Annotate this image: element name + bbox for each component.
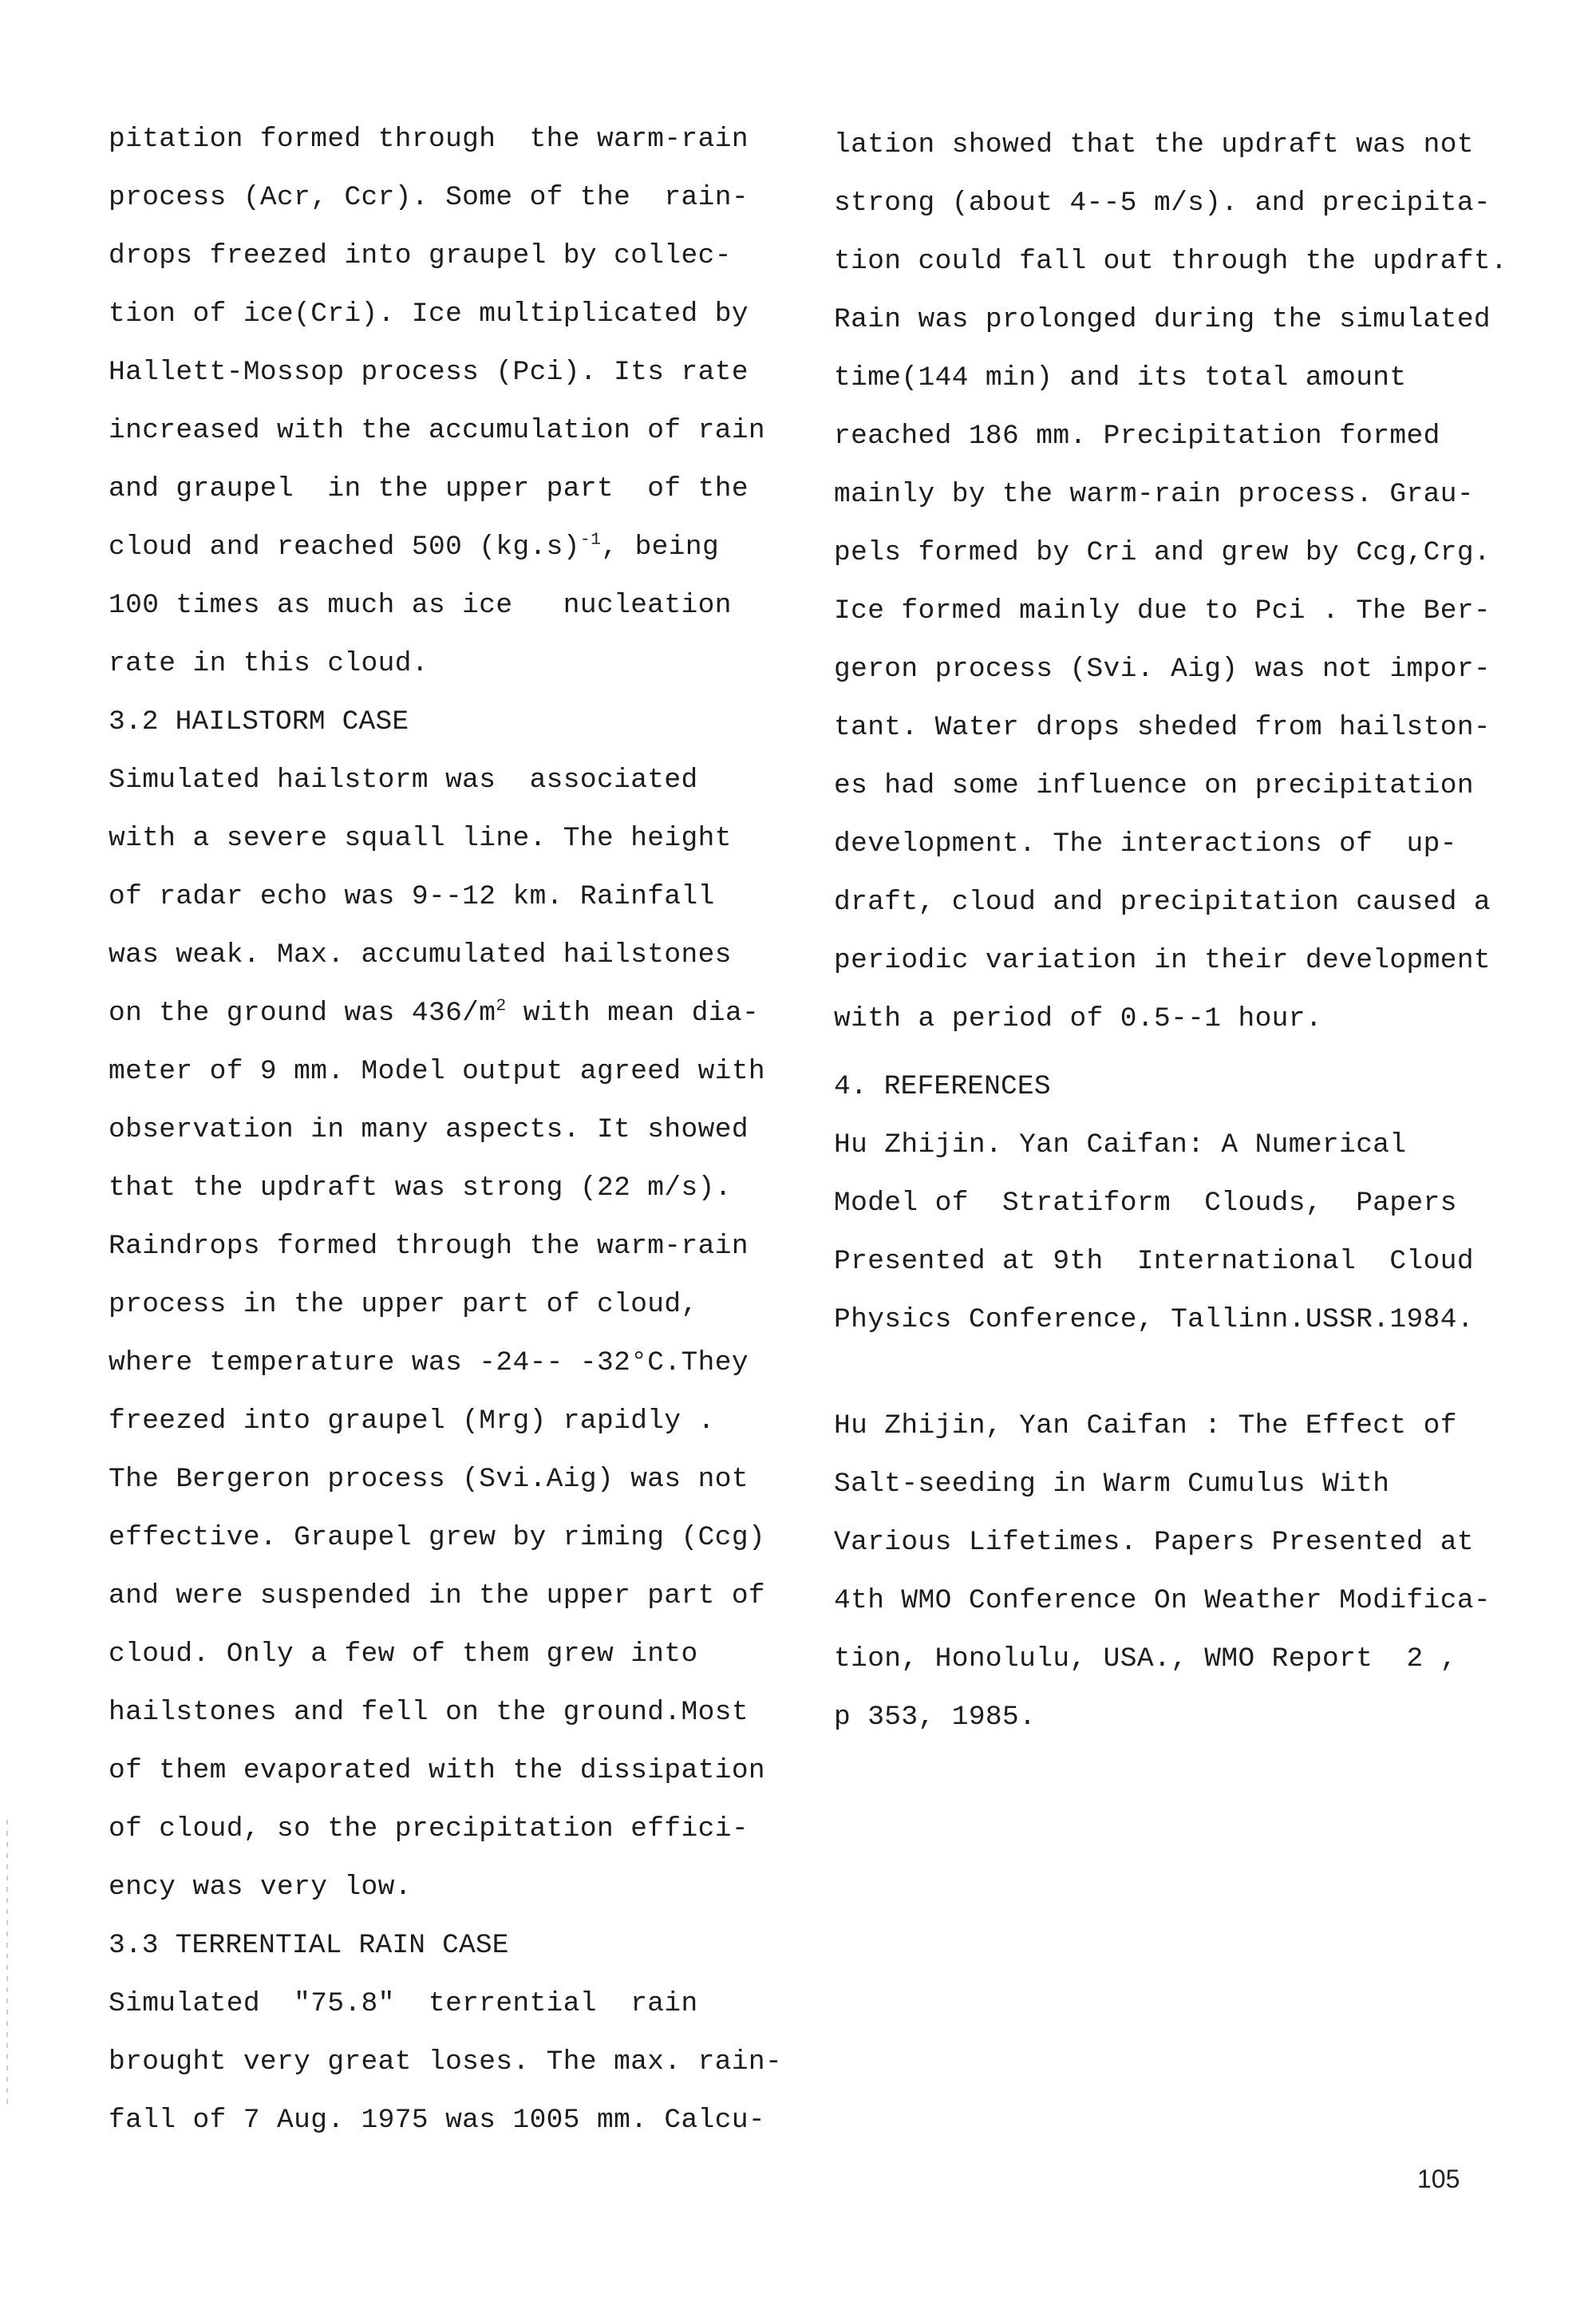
reference-line: Model of Stratiform Clouds, Papers — [834, 1188, 1457, 1219]
text-line: freezed into graupel (Mrg) rapidly . — [109, 1406, 715, 1437]
text-fragment: on the ground was 436/m — [109, 998, 496, 1029]
reference-line: Salt-seeding in Warm Cumulus With — [834, 1469, 1390, 1500]
exponent: -1 — [579, 530, 602, 550]
text-line: Hallett-Mossop process (Pci). Its rate — [109, 357, 749, 388]
right-text-column — [834, 116, 1536, 1746]
text-line: Simulated hailstorm was associated — [109, 765, 698, 796]
text-line: reached 186 mm. Precipitation formed — [834, 421, 1440, 452]
text-line-with-exponent — [109, 518, 811, 576]
text-line: geron process (Svi. Aig) was not impor- — [834, 654, 1491, 685]
text-line: Simulated "75.8" terrential rain — [109, 1988, 698, 2019]
text-line: rate in this cloud. — [109, 648, 429, 679]
text-line: periodic variation in their development — [834, 945, 1491, 976]
text-fragment: cloud and reached 500 (kg.s) — [109, 532, 580, 563]
text-line: tion could fall out through the updraft. — [834, 246, 1508, 277]
text-line: mainly by the warm-rain process. Grau- — [834, 479, 1474, 510]
text-line: tion of ice(Cri). Ice multiplicated by — [109, 299, 749, 330]
text-line: strong (about 4--5 m/s). and precipita- — [834, 188, 1491, 219]
text-line: of radar echo was 9--12 km. Rainfall — [109, 881, 715, 912]
page-number: 105 — [1417, 2165, 1460, 2193]
text-line: pitation formed through the warm-rain — [109, 124, 749, 155]
reference-line: 4th WMO Conference On Weather Modifica- — [834, 1585, 1491, 1616]
text-line: fall of 7 Aug. 1975 was 1005 mm. Calcu- — [109, 2105, 766, 2136]
text-line: pels formed by Cri and grew by Ccg,Crg. — [834, 537, 1491, 568]
binding-edge-mark — [6, 1820, 8, 2107]
exponent: 2 — [496, 996, 507, 1016]
text-line: development. The interactions of up- — [834, 828, 1457, 860]
text-line: with a severe squall line. The height — [109, 823, 732, 854]
blank-line — [834, 1349, 1536, 1397]
left-text-column — [109, 110, 811, 2149]
reference-line: Hu Zhijin. Yan Caifan: A Numerical — [834, 1129, 1407, 1160]
text-line: observation in many aspects. It showed — [109, 1114, 749, 1145]
reference-line: Various Lifetimes. Papers Presented at — [834, 1527, 1474, 1558]
text-line: and were suspended in the upper part of — [109, 1580, 766, 1611]
text-line: effective. Graupel grew by riming (Ccg) — [109, 1522, 766, 1553]
text-line: of cloud, so the precipitation effici- — [109, 1813, 749, 1844]
text-line: increased with the accumulation of rain — [109, 415, 766, 446]
text-line: Raindrops formed through the warm-rain — [109, 1231, 749, 1262]
text-line: tant. Water drops sheded from hailston- — [834, 712, 1491, 743]
text-line: of them evaporated with the dissipation — [109, 1755, 766, 1786]
text-line: and graupel in the upper part of the — [109, 473, 749, 504]
text-line: draft, cloud and precipitation caused a — [834, 887, 1491, 918]
reference-line: p 353, 1985. — [834, 1702, 1037, 1733]
section-heading-terrential-rain: 3.3 TERRENTIAL RAIN CASE — [109, 1930, 509, 1961]
reference-line: Hu Zhijin, Yan Caifan : The Effect of — [834, 1410, 1457, 1441]
text-fragment: , being — [601, 532, 720, 563]
text-line-with-exponent — [109, 984, 811, 1042]
text-line: brought very great loses. The max. rain- — [109, 2046, 783, 2078]
text-line: where temperature was -24-- -32°C.They — [109, 1347, 749, 1378]
text-line: time(144 min) and its total amount — [834, 362, 1407, 393]
section-heading-hailstorm: 3.2 HAILSTORM CASE — [109, 706, 409, 737]
text-line: es had some influence on precipitation — [834, 770, 1474, 801]
text-line: The Bergeron process (Svi.Aig) was not — [109, 1464, 749, 1495]
text-line: ency was very low. — [109, 1872, 412, 1903]
text-line: drops freezed into graupel by collec- — [109, 240, 732, 271]
text-line: that the updraft was strong (22 m/s). — [109, 1172, 732, 1204]
text-line: with a period of 0.5--1 hour. — [834, 1003, 1322, 1034]
reference-line: Physics Conference, Tallinn.USSR.1984. — [834, 1304, 1474, 1335]
text-line: Ice formed mainly due to Pci . The Ber- — [834, 595, 1491, 627]
text-line: hailstones and fell on the ground.Most — [109, 1697, 749, 1728]
reference-line: Presented at 9th International Cloud — [834, 1246, 1474, 1277]
text-line: process (Acr, Ccr). Some of the rain- — [109, 182, 749, 213]
section-heading-references: 4. REFERENCES — [834, 1071, 1051, 1102]
text-line: meter of 9 mm. Model output agreed with — [109, 1056, 766, 1087]
text-fragment: with mean dia- — [506, 998, 760, 1029]
text-line: lation showed that the updraft was not — [834, 129, 1474, 160]
text-line: Rain was prolonged during the simulated — [834, 304, 1491, 335]
text-line: was weak. Max. accumulated hailstones — [109, 939, 732, 971]
reference-line: tion, Honolulu, USA., WMO Report 2 , — [834, 1643, 1457, 1674]
text-line: 100 times as much as ice nucleation — [109, 590, 732, 621]
text-line: process in the upper part of cloud, — [109, 1289, 698, 1320]
text-line: cloud. Only a few of them grew into — [109, 1639, 698, 1670]
